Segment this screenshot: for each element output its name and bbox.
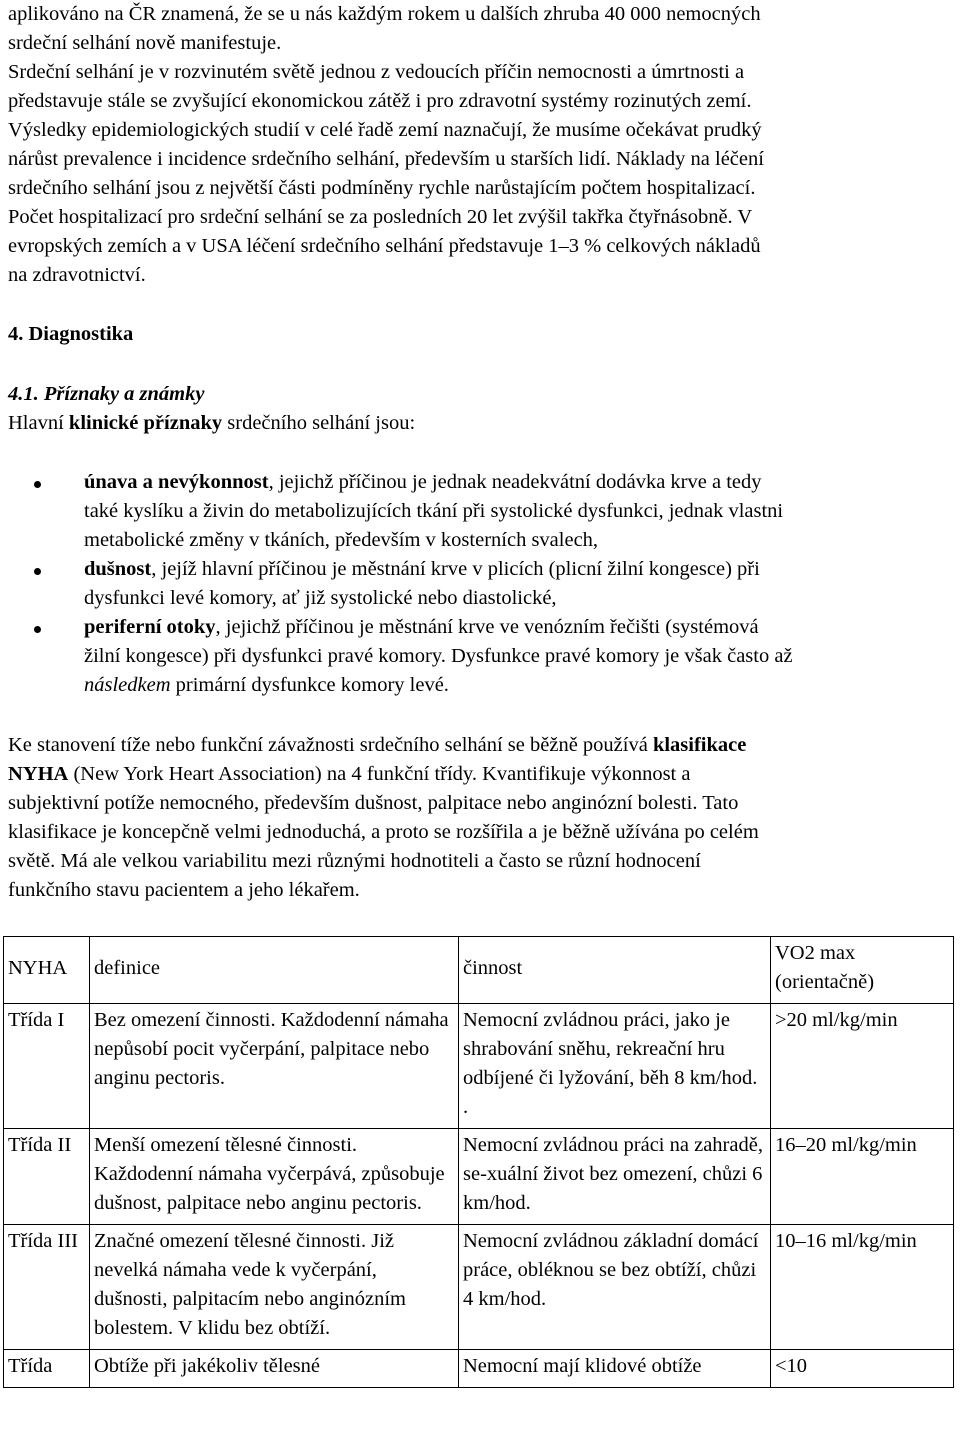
table-cell: Třída I — [4, 1004, 90, 1129]
text-line: aplikováno na ČR znamená, že se u nás každým rokem u dalších zhruba 40 000 nemocných — [8, 3, 761, 25]
symptom-italic: následkem — [84, 674, 171, 696]
symptoms-intro — [8, 409, 415, 438]
text-line — [84, 613, 960, 642]
text-line: Srdeční selhání je v rozvinutém světě jednou z vedoucích příčin nemocnosti a úmrtnosti a — [8, 61, 745, 83]
symptom-text: , jejíž hlavní příčinou je městnání krve v plicích (plicní žilní kongesce) při — [151, 558, 760, 580]
text-line — [84, 671, 960, 700]
text-line: nárůst prevalence i incidence srdečního selhání, především u starších lidí. Náklady na léčení — [8, 148, 764, 170]
text-line: evropských zemích a v USA léčení srdečního selhání představuje 1–3 % celkových nákladů — [8, 235, 761, 257]
table-row — [4, 1225, 954, 1350]
nyha-table — [3, 936, 954, 1388]
section-heading: 4. Diagnostika — [8, 323, 134, 345]
table-header-cell: definice — [90, 937, 459, 1004]
paragraph-epidemiology — [8, 0, 960, 290]
intro-bold: klinické příznaky — [68, 412, 223, 434]
text-line — [84, 555, 960, 584]
symptom-term: únava a nevýkonnost — [84, 471, 269, 493]
table-cell: >20 ml/kg/min — [771, 1004, 954, 1129]
text-line — [8, 731, 960, 760]
text-bold: klasifikace — [652, 734, 747, 756]
table-header-cell: činnost — [459, 937, 771, 1004]
text-line — [8, 760, 960, 789]
table-cell: Obtíže při jakékoliv tělesné — [90, 1350, 459, 1388]
text-line: srdeční selhání nově manifestuje. — [8, 32, 282, 54]
text-line: představuje stále se zvyšující ekonomickou zátěž i pro zdravotní systémy rozinutých zemí. — [8, 90, 752, 112]
text-line: klasifikace je koncepčně velmi jednoduchá, a proto se rozšířila a je běžně užívána po celém — [8, 821, 759, 843]
table-cell: Nemocní zvládnou práci, jako je shrabování sněhu, rekreační hru odbíjené či lyžování, běh 8 km/hod. . — [459, 1004, 771, 1129]
text-line: Výsledky epidemiologických studií v celé řadě zemí naznačují, že musíme očekávat prudký — [8, 119, 762, 141]
text-line: světě. Má ale velkou variabilitu mezi různými hodnotiteli a často se různí hodnocení — [8, 850, 701, 872]
text-span: Ke stanovení tíže nebo funkční závažnosti srdečního selhání se běžně používá — [8, 734, 653, 756]
table-cell: Třída II — [4, 1129, 90, 1225]
table-cell: Menší omezení tělesné činnosti. Každodenní námaha vyčerpává, způsobuje dušnost, palpitace nebo anginu pectoris. — [90, 1129, 459, 1225]
intro-text: srdečního selhání jsou: — [222, 412, 416, 434]
table-cell: Nemocní mají klidové obtíže — [459, 1350, 771, 1388]
text-line: metabolické změny v tkáních, především v kosterních svalech, — [84, 529, 599, 551]
symptom-list — [0, 468, 960, 700]
text-line: dysfunkci levé komory, ať již systolické nebo diastolické, — [84, 587, 557, 609]
table-cell: Třída — [4, 1350, 90, 1388]
text-line: žilní kongesce) při dysfunkci pravé komory. Dysfunkce pravé komory je však často až — [84, 645, 793, 667]
bullet-icon — [34, 568, 41, 575]
list-item — [0, 468, 960, 555]
table-row — [4, 1350, 954, 1388]
table-cell: <10 — [771, 1350, 954, 1388]
list-item — [0, 613, 960, 700]
text-line — [84, 468, 960, 497]
table-cell: 10–16 ml/kg/min — [771, 1225, 954, 1350]
table-row — [4, 1004, 954, 1129]
text-line: Počet hospitalizací pro srdeční selhání se za posledních 20 let zvýšil takřka čtyřnásobně. V — [8, 206, 753, 228]
bullet-icon — [34, 481, 41, 488]
symptom-text: , jejichž příčinou je městnání krve ve venózním řečišti (systémová — [215, 616, 759, 638]
text-line: také kyslíku a živin do metabolizujících tkání při systolické dysfunkci, jednak vlastni — [84, 500, 784, 522]
list-item — [0, 555, 960, 613]
text-bold: NYHA — [8, 763, 69, 785]
text-line: na zdravotnictví. — [8, 264, 146, 286]
symptom-term: periferní otoky — [84, 616, 216, 638]
symptom-term: dušnost — [84, 558, 152, 580]
intro-text: Hlavní — [8, 412, 69, 434]
table-header-row — [4, 937, 954, 1004]
paragraph-nyha — [8, 731, 960, 905]
table-cell: Bez omezení činnosti. Každodenní námaha nepůsobí pocit vyčerpání, palpitace nebo anginu pectoris. — [90, 1004, 459, 1129]
table-header-cell: VO2 max (orientačně) — [771, 937, 954, 1004]
symptom-text: , jejichž příčinou je jednak neadekvátní dodávka krve a tedy — [268, 471, 762, 493]
bullet-icon — [34, 626, 41, 633]
subsection-heading: 4.1. Příznaky a známky — [8, 383, 205, 405]
text-span: (New York Heart Association) na 4 funkční třídy. Kvantifikuje výkonnost a — [68, 763, 691, 785]
symptom-text: primární dysfunkce komory levé. — [170, 674, 449, 696]
table-row — [4, 1129, 954, 1225]
table-cell: Nemocní zvládnou základní domácí práce, obléknou se bez obtíží, chůzi 4 km/hod. — [459, 1225, 771, 1350]
table-cell: Třída III — [4, 1225, 90, 1350]
text-line: subjektivní potíže nemocného, především dušnost, palpitace nebo anginózní bolesti. Tato — [8, 792, 739, 814]
table-cell: Nemocní zvládnou práci na zahradě, se-xuální život bez omezení, chůzi 6 km/hod. — [459, 1129, 771, 1225]
table-cell: Značné omezení tělesné činnosti. Již nevelká námaha vede k vyčerpání, dušnosti, palpitacím nebo anginózním bolestem. V klidu bez obtíží. — [90, 1225, 459, 1350]
text-line: srdečního selhání jsou z největší části podmíněny rychle narůstajícím počtem hospitalizací. — [8, 177, 756, 199]
table-header-cell: NYHA — [4, 937, 90, 1004]
text-line: funkčního stavu pacientem a jeho lékařem. — [8, 879, 360, 901]
table-cell: 16–20 ml/kg/min — [771, 1129, 954, 1225]
